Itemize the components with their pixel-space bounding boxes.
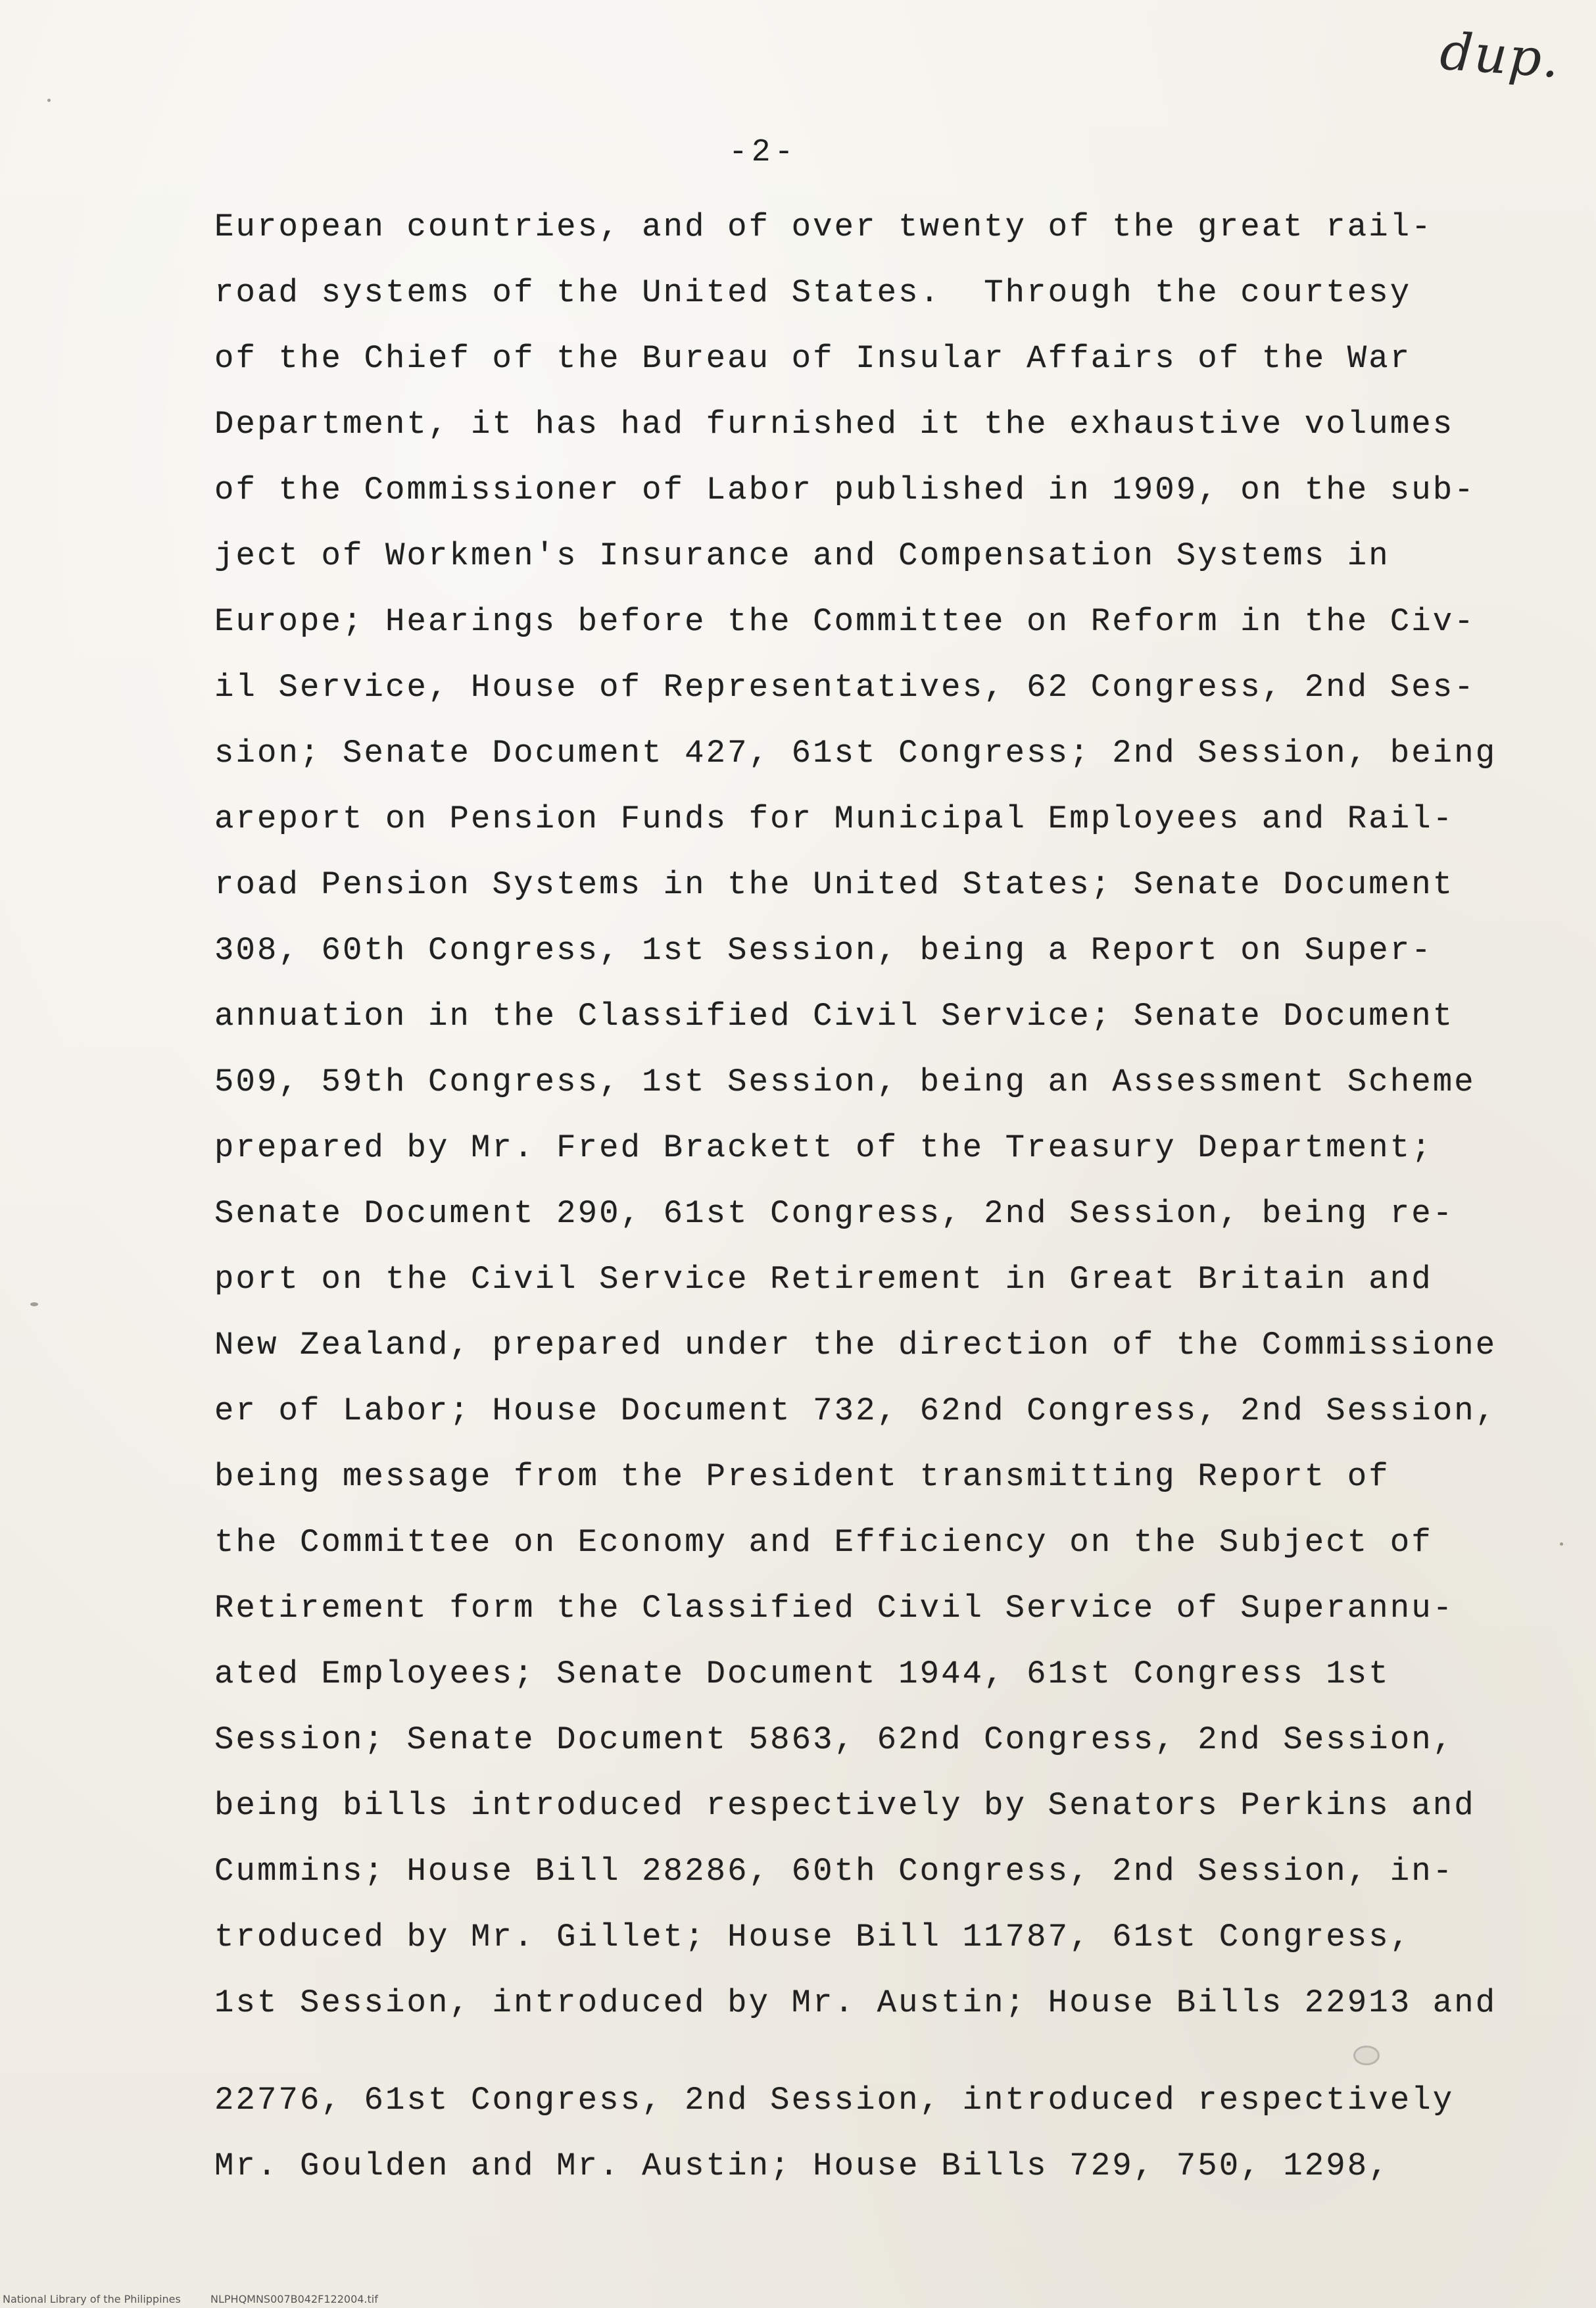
handwritten-annotation: dup.: [1438, 22, 1562, 90]
text-line: European countries, and of over twenty of the great rail-: [214, 209, 1433, 245]
text-line: ject of Workmen's Insurance and Compensation Systems in: [214, 537, 1390, 574]
paper-speck: [47, 99, 51, 102]
text-line: port on the Civil Service Retirement in Great Britain and: [214, 1261, 1433, 1298]
footer-filename: NLPHQMNS007B042F122004.tif: [210, 2293, 378, 2305]
text-line: 308, 60th Congress, 1st Session, being a Report on Super-: [214, 932, 1433, 969]
text-line: Mr. Goulden and Mr. Austin; House Bills 729, 750, 1298,: [214, 2148, 1390, 2184]
typewritten-body: [214, 194, 1530, 2199]
text-line: Cummins; House Bill 28286, 60th Congress, 2nd Session, in-: [214, 1853, 1455, 1890]
footer-source: National Library of the Philippines: [3, 2293, 181, 2305]
text-line: areport on Pension Funds for Municipal Employees and Rail-: [214, 800, 1455, 837]
text-line: 1st Session, introduced by Mr. Austin; House Bills 22913 and: [214, 1984, 1497, 2021]
paper-blemish: [1353, 2046, 1380, 2065]
text-line: road systems of the United States. Through the courtesy: [214, 274, 1412, 311]
text-line: 22776, 61st Congress, 2nd Session, introduced respectively: [214, 2082, 1455, 2119]
text-line: troduced by Mr. Gillet; House Bill 11787, 61st Congress,: [214, 1919, 1412, 1955]
text-line: prepared by Mr. Fred Brackett of the Treasury Department;: [214, 1129, 1433, 1166]
text-line: Senate Document 290, 61st Congress, 2nd Session, being re-: [214, 1195, 1455, 1232]
paper-speck: [30, 1302, 38, 1306]
text-line: Europe; Hearings before the Committee on Reform in the Civ-: [214, 603, 1476, 640]
text-line: road Pension Systems in the United States; Senate Document: [214, 866, 1455, 903]
text-line: of the Chief of the Bureau of Insular Affairs of the War: [214, 340, 1412, 377]
text-line: Department, it has had furnished it the exhaustive volumes: [214, 406, 1455, 443]
text-line: of the Commissioner of Labor published in 1909, on the sub-: [214, 472, 1476, 508]
text-line: being bills introduced respectively by Senators Perkins and: [214, 1787, 1476, 1824]
text-line: annuation in the Classified Civil Service; Senate Document: [214, 998, 1455, 1035]
text-line: Session; Senate Document 5863, 62nd Congress, 2nd Session,: [214, 1721, 1455, 1758]
text-line: er of Labor; House Document 732, 62nd Congress, 2nd Session,: [214, 1392, 1497, 1429]
text-line: il Service, House of Representatives, 62 Congress, 2nd Ses-: [214, 669, 1476, 706]
text-line: 509, 59th Congress, 1st Session, being an Assessment Scheme: [214, 1064, 1476, 1100]
text-line: the Committee on Economy and Efficiency on the Subject of: [214, 1524, 1433, 1561]
text-line: sion; Senate Document 427, 61st Congress; 2nd Session, being: [214, 735, 1497, 772]
text-line: Retirement form the Classified Civil Service of Superannu-: [214, 1590, 1455, 1627]
paper-speck: [1560, 1542, 1563, 1546]
page-number: -2-: [729, 135, 798, 170]
text-line: New Zealand, prepared under the direction of the Commissione: [214, 1327, 1497, 1363]
text-line: being message from the President transmitting Report of: [214, 1458, 1390, 1495]
text-line: ated Employees; Senate Document 1944, 61st Congress 1st: [214, 1656, 1390, 1692]
